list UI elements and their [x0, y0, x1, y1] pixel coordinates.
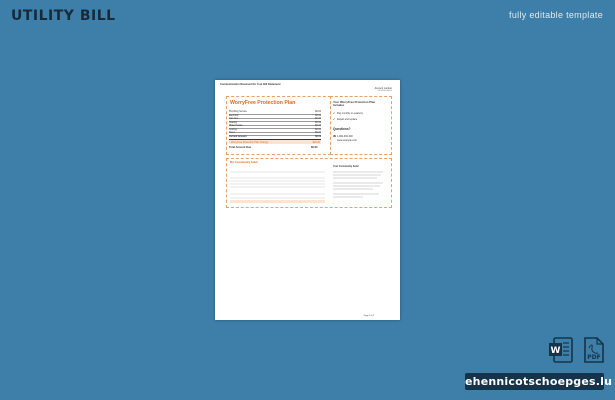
line-item: Electrical $0.00 — [229, 114, 321, 117]
svg-text:PDF: PDF — [587, 354, 601, 361]
page-title: UTILITY BILL — [11, 8, 116, 24]
word-file-icon — [548, 337, 574, 363]
account-label: Account number — [374, 87, 392, 90]
website: www.example.com — [337, 139, 357, 142]
current-amount-row: Current Amount $0.00 — [229, 135, 321, 138]
line-item: Taxes $0.00 — [229, 132, 321, 134]
pdf-file-icon — [582, 337, 606, 363]
sidebar-item: Pay monthly or quarterly — [337, 112, 363, 115]
account-value: 00-0000-0000-0 — [377, 90, 392, 92]
community-subtitle: Your Community Solar — [333, 165, 359, 168]
page-number: Page 2 of 2 — [363, 315, 374, 317]
line-item: Gas Line $0.00 — [229, 118, 321, 120]
phone-icon: ☎ — [333, 135, 336, 138]
total-value: $0.00 — [311, 146, 318, 149]
plan-change-highlight: WorryFree Protection Plan Change $25.00 — [231, 140, 320, 144]
bill-document — [215, 80, 400, 320]
brand-watermark: ehennicotschoepges.lu — [465, 375, 613, 388]
svg-text:W: W — [550, 346, 561, 356]
line-item: Water Heater $0.00 — [229, 125, 321, 127]
line-item: Plumbing Service $0.00 — [229, 111, 321, 113]
line-item: Cooling $0.00 — [229, 128, 321, 131]
community-title: My Community Solar — [230, 160, 258, 164]
phone-number: 1-800-000-000 — [337, 135, 353, 138]
bill-top-line: Communication Received On Your Bill Statement — [220, 83, 281, 86]
line-item: Heating $0.00 — [229, 121, 321, 124]
plan-title: WorryFree Protection Plan — [230, 100, 296, 106]
total-label: Total Amount Due — [229, 146, 252, 149]
sidebar-title: Your WorryFree Protection Plan Includes — [333, 100, 376, 108]
questions-label: Questions? — [333, 127, 351, 131]
sidebar-item: Repair and replace — [337, 118, 358, 121]
checkmark-icon: ✔ — [333, 118, 336, 121]
page-subtitle: fully editable template — [509, 10, 603, 20]
checkmark-icon: ✔ — [333, 112, 336, 115]
community-table — [230, 168, 325, 204]
community-text-block — [333, 170, 385, 200]
